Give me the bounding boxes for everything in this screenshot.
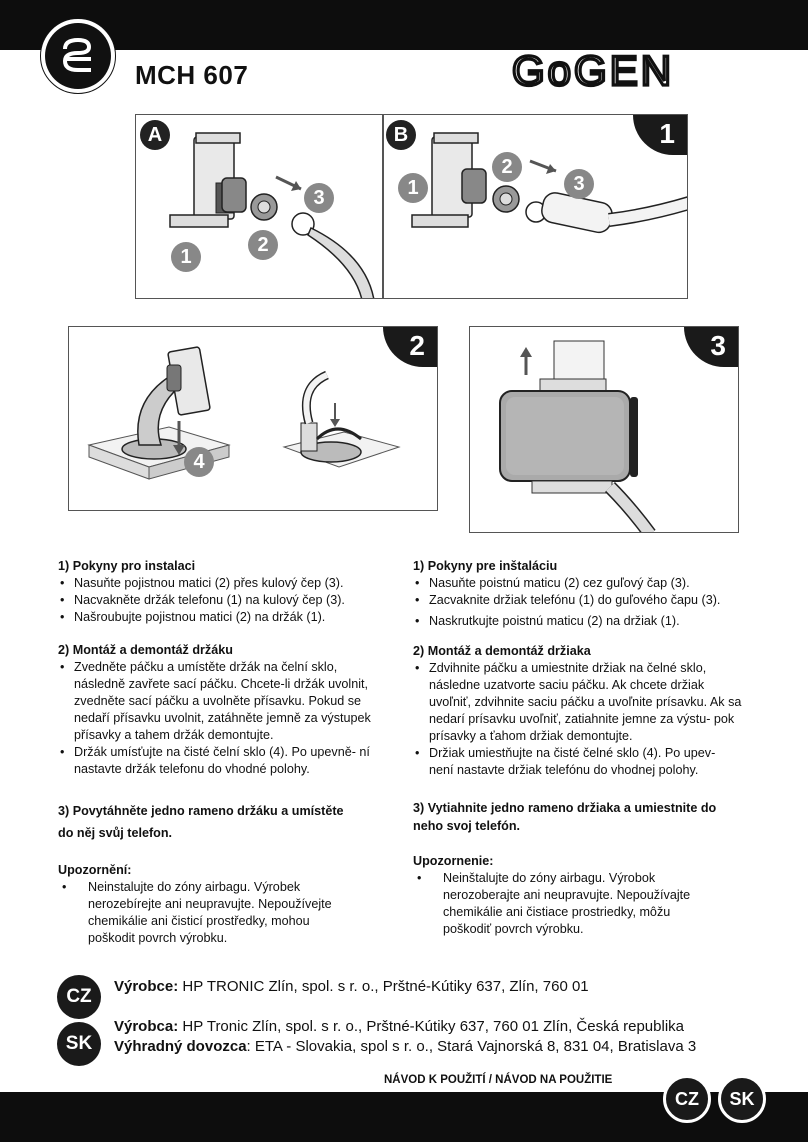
figure-panel-3 — [469, 326, 739, 533]
callout-1-a: 1 — [171, 242, 201, 272]
figure-panel-a — [135, 114, 383, 299]
sk-section2-title: 2) Montáž a demontáž držiaka — [413, 644, 591, 658]
cz-section3-line1: 3) Povytáhněte jedno rameno držáku a umístěte — [58, 804, 344, 818]
sk-manufacturer — [114, 1017, 684, 1037]
list-item: • Držák umísťujte na čisté čelní sklo (4). Po upevně- ní nastavte držák telefonu do vhodné polohy. — [58, 744, 378, 778]
list-item: • Neinštalujte do zóny airbagu. Výrobok nerozoberajte ani neupravujte. Nepoužívajte chemikálie ani čistiace prostriedky, môžu poškodiť povrch výrobku. — [413, 870, 753, 938]
sk-warning-title: Upozornenie: — [413, 854, 494, 868]
list-item: • Nacvakněte držák telefonu (1) na kulový čep (3). — [58, 592, 378, 609]
brand-logo — [512, 52, 770, 90]
cz-warning-title: Upozornění: — [58, 863, 132, 877]
sk-warning-list — [413, 870, 753, 938]
cz-section1-title: 1) Pokyny pro instalaci — [58, 559, 196, 573]
list-item: • Zdvihnite páčku a umiestnite držiak na čelné sklo, následne uzatvorte saciu páčku. Ak chcete držiak uvoľniť, zdvihnite saciu páčku a uvoľnite prísavku. Ak sa nedarí prísavku uvoľniť, zatiahnite jemne za výstu- pok prísavky a ťahom držiak demontujte. — [413, 660, 753, 745]
list-item: • Nasuňte poistnú maticu (2) cez guľový čap (3). — [413, 575, 753, 592]
cz-instructions — [58, 558, 378, 947]
callout-2-b: 2 — [492, 152, 522, 182]
cz-warning-list — [58, 879, 378, 947]
sk-flag-badge: SK — [57, 1022, 101, 1066]
sk-section3-title — [413, 799, 753, 835]
list-item: • Zacvaknite držiak telefónu (1) do guľového čapu (3). — [413, 592, 753, 609]
step-1-badge: 1 — [633, 115, 687, 155]
cz-section3-title — [58, 800, 378, 844]
top-bar — [0, 0, 808, 50]
sk-manufacturer-label: Výrobca: — [114, 1018, 179, 1035]
sk-importer — [114, 1037, 696, 1057]
sk-instructions — [413, 558, 753, 938]
list-item: • Nasuňte pojistnou matici (2) přes kulový čep (3). — [58, 575, 378, 592]
callout-1-b: 1 — [398, 173, 428, 203]
callout-4: 4 — [184, 447, 214, 477]
model-name: MCH 607 — [135, 60, 249, 90]
footer-title: NÁVOD K POUŽITÍ / NÁVOD NA POUŽITIE — [384, 1074, 613, 1086]
cz-section3-line2: do něj svůj telefon. — [58, 826, 173, 840]
illustration-suction-mount — [69, 327, 438, 511]
list-item: • Naskrutkujte poistnú maticu (2) na držiak (1). — [413, 613, 753, 630]
sk-section3-line1: 3) Vytiahnite jedno rameno držiaka a umiestnite do — [413, 801, 717, 815]
sk-section2-list — [413, 660, 753, 779]
cz-flag-badge: CZ — [57, 975, 101, 1019]
sk-manufacturer-value: HP Tronic Zlín, spol. s r. o., Prštné-Kútiky 637, 760 01 Zlín, Česká republika — [178, 1018, 684, 1035]
cz-section1-list — [58, 575, 378, 626]
figure-panel-b — [383, 114, 688, 299]
cz-manufacturer-value: HP TRONIC Zlín, spol. s r. o., Prštné-Kútiky 637, Zlín, 760 01 — [178, 978, 589, 995]
cz-section2-title: 2) Montáž a demontáž držáku — [58, 643, 233, 657]
cz-manufacturer — [114, 977, 589, 997]
footer-cz-badge: CZ — [663, 1075, 711, 1123]
cz-section2-list — [58, 659, 378, 778]
importer-value: : ETA - Slovakia, spol s r. o., Stará Vajnorská 8, 831 04, Bratislava 3 — [246, 1038, 697, 1055]
gogen-logo-icon — [40, 18, 116, 94]
cz-manufacturer-label: Výrobce: — [114, 978, 179, 995]
list-item: • Našroubujte pojistnou matici (2) na držák (1). — [58, 609, 378, 626]
illustration-mount-arm — [384, 115, 688, 299]
callout-3-b: 3 — [564, 169, 594, 199]
panel-b-badge: B — [386, 120, 416, 150]
step-2-badge: 2 — [383, 327, 437, 367]
importer-label: Výhradný dovozca — [114, 1038, 247, 1055]
sk-section1-list — [413, 575, 753, 630]
footer-sk-badge: SK — [718, 1075, 766, 1123]
list-item: • Držiak umiestňujte na čisté čelné sklo (4). Po upev- není nastavte držiak telefónu do vhodnej polohy. — [413, 745, 753, 779]
panel-a-badge: A — [140, 120, 170, 150]
logo-inner — [45, 23, 111, 89]
sk-section1-title: 1) Pokyny pre inštaláciu — [413, 559, 558, 573]
illustration-phone-holder — [470, 327, 739, 533]
list-item: • Neinstalujte do zóny airbagu. Výrobek nerozebírejte ani neupravujte. Nepoužívejte chemikálie ani čisticí prostředky, mohou poškodit povrch výrobku. — [58, 879, 378, 947]
list-item: • Zvedněte páčku a umístěte držák na čelní sklo, následně zavřete sací páčku. Chcete-li držák uvolnit, zvedněte sací páčku a uvolněte přísavku. Pokud se nedaří přísavku uvolnit, zatáhněte jemně za výstupek přísavky a tahem držák demontujte. — [58, 659, 378, 744]
sk-section3-line2: neho svoj telefón. — [413, 819, 521, 833]
illustration-mount-ball-joint — [136, 115, 383, 299]
logo-glyph-icon — [45, 23, 111, 89]
brand-text: GoGEN — [512, 52, 675, 90]
callout-2-a: 2 — [248, 230, 278, 260]
step-3-badge: 3 — [684, 327, 738, 367]
callout-3-a: 3 — [304, 183, 334, 213]
figure-panel-2 — [68, 326, 438, 511]
